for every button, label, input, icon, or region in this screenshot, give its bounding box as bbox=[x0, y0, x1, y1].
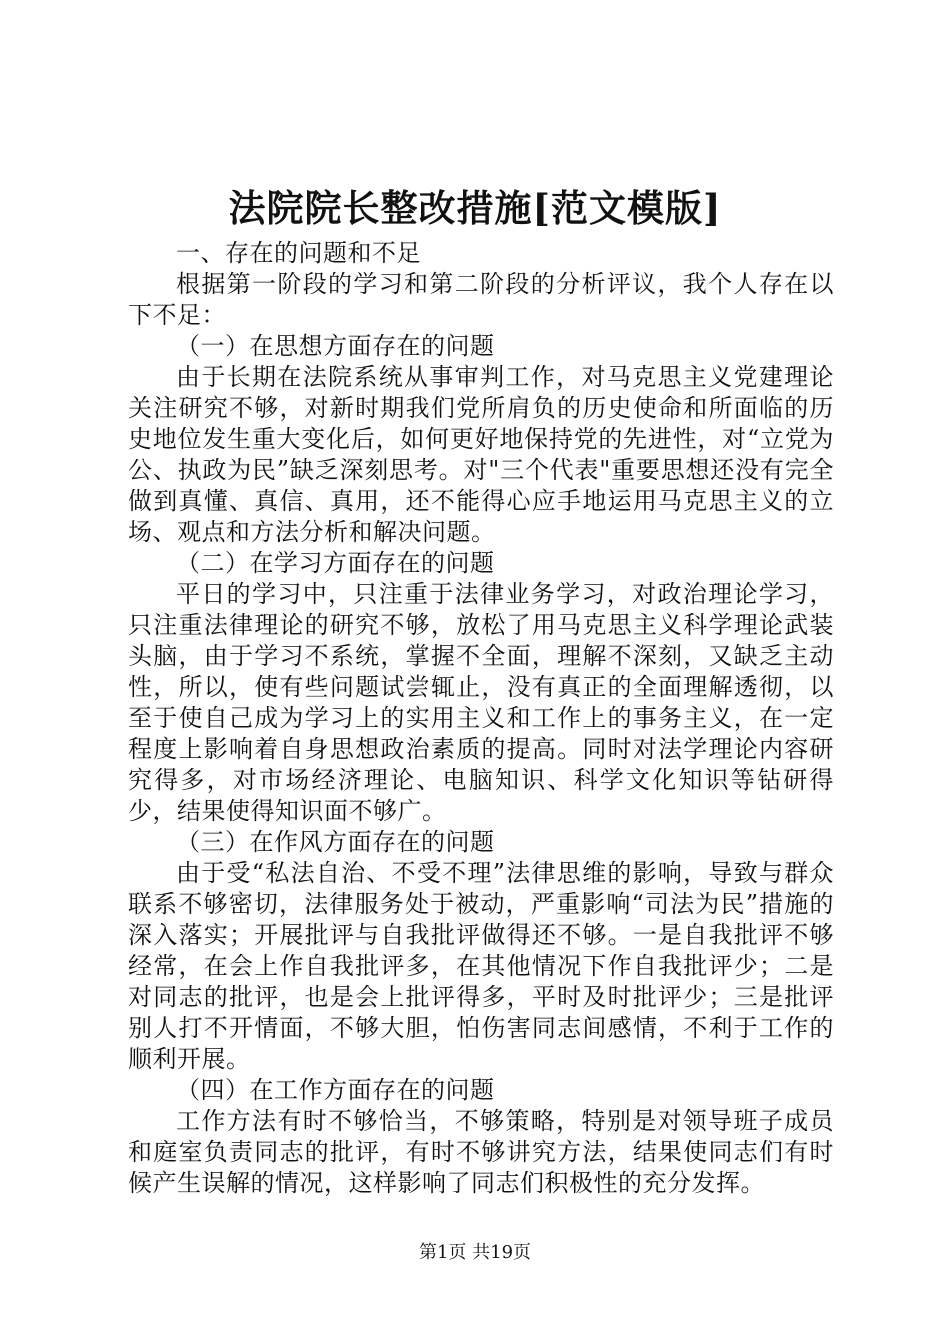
document-body bbox=[128, 238, 834, 1199]
body-paragraph: 工作方法有时不够恰当，不够策略，特别是对领导班子成员和庭室负责同志的批评，有时不够讲究方法，结果使同志们有时候产生误解的情况，这样影响了同志们积极性的充分发挥。 bbox=[128, 1107, 834, 1197]
subsection-heading: （二）在学习方面存在的问题 bbox=[176, 549, 495, 577]
section-heading: 一、存在的问题和不足 bbox=[176, 239, 421, 267]
subsection-heading: （四）在工作方面存在的问题 bbox=[176, 1076, 495, 1104]
page-footer: 第1页 共19页 bbox=[418, 1242, 532, 1263]
document-title: 法院院长整改措施[范文模版] bbox=[228, 186, 722, 230]
body-paragraph: 根据第一阶段的学习和第二阶段的分析评议，我个人存在以下不足： bbox=[128, 270, 834, 329]
body-paragraph: 由于长期在法院系统从事审判工作，对马克思主义党建理论关注研究不够，对新时期我们党所肩负的历史使命和所面临的历史地位发生重大变化后，如何更好地保持党的先进性，对“立党为公、执政为民”缺乏深刻思考。对"三个代表"重要思想还没有完全做到真懂、真信、真用，还不能得心应手地运用马克思主义的立场、观点和方法分析和解决问题。 bbox=[128, 363, 834, 546]
subsection-heading: （一）在思想方面存在的问题 bbox=[176, 332, 495, 360]
body-paragraph: 由于受“私法自治、不受不理”法律思维的影响，导致与群众联系不够密切，法律服务处于被动，严重影响“司法为民”措施的深入落实；开展批评与自我批评做得还不够。一是自我批评不够经常，在会上作自我批评多，在其他情况下作自我批评少；二是对同志的批评，也是会上批评得多，平时及时批评少；三是批评别人打不开情面，不够大胆，怕伤害同志间感情，不利于工作的顺利开展。 bbox=[128, 859, 834, 1073]
body-paragraph: 平日的学习中，只注重于法律业务学习，对政治理论学习，只注重法律理论的研究不够，放松了用马克思主义科学理论武装头脑，由于学习不系统，掌握不全面，理解不深刻，又缺乏主动性，所以，使有些问题试尝辄止，没有真正的全面理解透彻，以至于使自己成为学习上的实用主义和工作上的事务主义，在一定程度上影响着自身思想政治素质的提高。同时对法学理论内容研究得多，对市场经济理论、电脑知识、科学文化知识等钻研得少，结果使得知识面不够广。 bbox=[128, 580, 834, 825]
subsection-heading: （三）在作风方面存在的问题 bbox=[176, 828, 495, 856]
